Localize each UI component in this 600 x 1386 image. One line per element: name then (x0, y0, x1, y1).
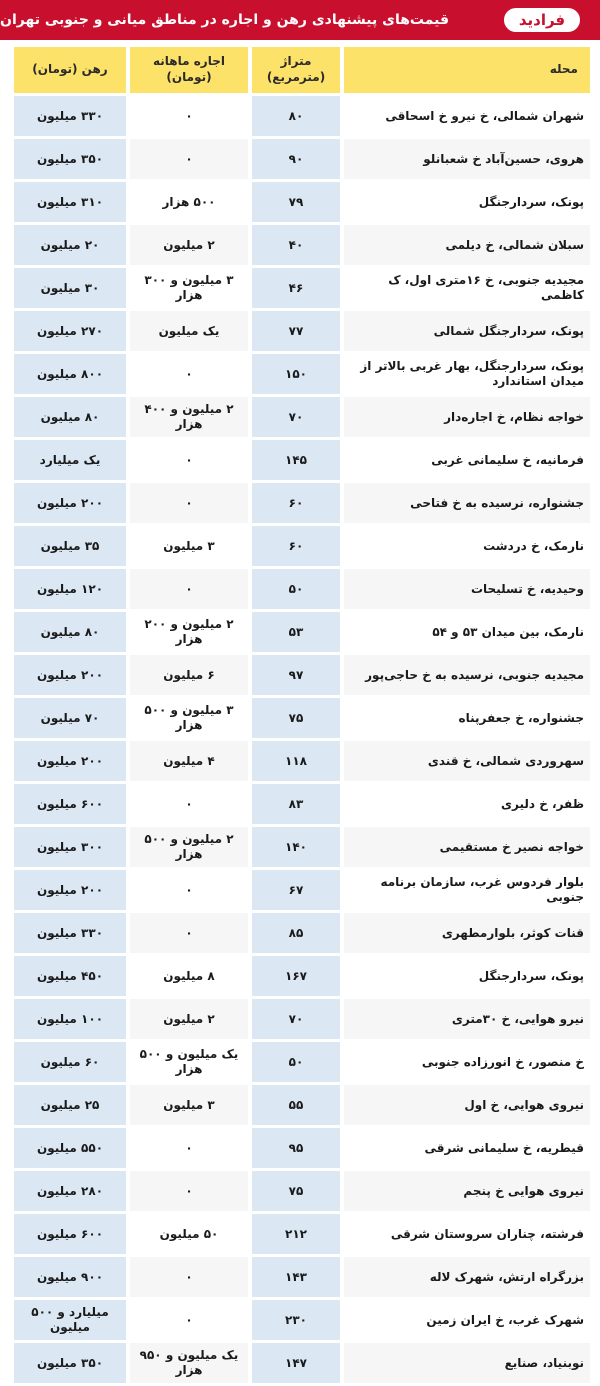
cell-deposit: ۶۰ میلیون (10, 1042, 126, 1082)
cell-rent: ۰ (126, 440, 248, 480)
cell-area: سبلان شمالی، خ دیلمی (340, 225, 590, 265)
cell-area: پونک، سردارجنگل (340, 956, 590, 996)
cell-deposit: ۲۰ میلیون (10, 225, 126, 265)
table-row (10, 913, 590, 953)
cell-size: ۷۷ (248, 311, 340, 351)
cell-area: پونک، سردارجنگل شمالی (340, 311, 590, 351)
cell-rent: ۲ میلیون و ۲۰۰ هزار (126, 612, 248, 652)
cell-deposit: ۱۲۰ میلیون (10, 569, 126, 609)
table-body (10, 96, 590, 1383)
cell-deposit: ۳۵ میلیون (10, 526, 126, 566)
cell-size: ۱۶۷ (248, 956, 340, 996)
table-row (10, 96, 590, 136)
cell-rent: ۰ (126, 1171, 248, 1211)
cell-rent: ۶ میلیون (126, 655, 248, 695)
table-row (10, 397, 590, 437)
cell-rent: ۵۰ میلیون (126, 1214, 248, 1254)
table-row (10, 139, 590, 179)
cell-rent: ۰ (126, 870, 248, 910)
table-row (10, 612, 590, 652)
cell-size: ۱۵۰ (248, 354, 340, 394)
cell-rent: ۰ (126, 784, 248, 824)
cell-rent: یک میلیون (126, 311, 248, 351)
col-header-deposit: رهن (تومان) (10, 47, 126, 93)
cell-area: مجیدیه جنوبی، خ ۱۶متری اول، ک کاظمی (340, 268, 590, 308)
cell-area: قنات کوثر، بلوارمطهری (340, 913, 590, 953)
cell-rent: ۲ میلیون (126, 225, 248, 265)
cell-deposit: ۸۰ میلیون (10, 397, 126, 437)
table-row (10, 182, 590, 222)
cell-size: ۸۳ (248, 784, 340, 824)
table-row (10, 483, 590, 523)
cell-deposit: ۳۱۰ میلیون (10, 182, 126, 222)
col-header-rent: اجاره ماهانه (تومان) (126, 47, 248, 93)
cell-area: نیروی هوایی خ پنجم (340, 1171, 590, 1211)
cell-area: خواجه نصیر خ مستقیمی (340, 827, 590, 867)
cell-rent: ۳ میلیون و ۵۰۰ هزار (126, 698, 248, 738)
cell-area: پونک، سردارجنگل (340, 182, 590, 222)
table-row (10, 784, 590, 824)
cell-area: سهروردی شمالی، خ قندی (340, 741, 590, 781)
table-row (10, 956, 590, 996)
col-header-size: متراژ (مترمربع) (248, 47, 340, 93)
cell-area: هروی، حسین‌آباد خ شعبانلو (340, 139, 590, 179)
cell-rent: ۰ (126, 569, 248, 609)
cell-size: ۷۰ (248, 397, 340, 437)
cell-size: ۷۹ (248, 182, 340, 222)
table-row (10, 999, 590, 1039)
table-row (10, 1128, 590, 1168)
rent-table (10, 44, 590, 1386)
cell-deposit: ۲۸۰ میلیون (10, 1171, 126, 1211)
cell-size: ۹۵ (248, 1128, 340, 1168)
table-row (10, 1085, 590, 1125)
cell-rent: ۲ میلیون (126, 999, 248, 1039)
table-row (10, 440, 590, 480)
cell-deposit: ۱۰۰ میلیون (10, 999, 126, 1039)
cell-size: ۵۵ (248, 1085, 340, 1125)
cell-size: ۷۵ (248, 1171, 340, 1211)
cell-area: بلوار فردوس غرب، سازمان برنامه جنوبی (340, 870, 590, 910)
cell-deposit: میلیارد و ۵۰۰ میلیون (10, 1300, 126, 1340)
cell-size: ۷۵ (248, 698, 340, 738)
cell-deposit: ۲۰۰ میلیون (10, 870, 126, 910)
table-row (10, 1171, 590, 1211)
table-row (10, 827, 590, 867)
cell-deposit: ۸۰۰ میلیون (10, 354, 126, 394)
cell-area: فرمانیه، خ سلیمانی غربی (340, 440, 590, 480)
table-row (10, 1042, 590, 1082)
cell-size: ۱۴۷ (248, 1343, 340, 1383)
cell-deposit: ۳۳۰ میلیون (10, 913, 126, 953)
cell-rent: ۰ (126, 483, 248, 523)
cell-area: نارمک، بین میدان ۵۳ و ۵۴ (340, 612, 590, 652)
cell-area: شهران شمالی، خ نیرو خ اسحاقی (340, 96, 590, 136)
cell-rent: ۰ (126, 1128, 248, 1168)
table-row (10, 311, 590, 351)
cell-area: بزرگراه ارتش، شهرک لاله (340, 1257, 590, 1297)
cell-deposit: ۴۵۰ میلیون (10, 956, 126, 996)
cell-deposit: یک میلیارد (10, 440, 126, 480)
cell-deposit: ۶۰۰ میلیون (10, 1214, 126, 1254)
table-row (10, 1343, 590, 1383)
cell-size: ۶۷ (248, 870, 340, 910)
cell-size: ۱۴۰ (248, 827, 340, 867)
cell-size: ۹۰ (248, 139, 340, 179)
cell-deposit: ۲۰۰ میلیون (10, 483, 126, 523)
cell-area: نیروی هوایی، خ اول (340, 1085, 590, 1125)
cell-rent: ۰ (126, 1300, 248, 1340)
cell-size: ۶۰ (248, 526, 340, 566)
cell-deposit: ۳۰ میلیون (10, 268, 126, 308)
table-header-row (10, 47, 590, 93)
cell-area: نیرو هوایی، خ ۳۰متری (340, 999, 590, 1039)
cell-rent: یک میلیون و ۵۰۰ هزار (126, 1042, 248, 1082)
cell-size: ۴۰ (248, 225, 340, 265)
cell-area: خ منصور، خ انورزاده جنوبی (340, 1042, 590, 1082)
table-row (10, 655, 590, 695)
cell-area: جشنواره، خ جعفرپناه (340, 698, 590, 738)
table-row (10, 1257, 590, 1297)
cell-rent: ۳ میلیون (126, 526, 248, 566)
cell-size: ۵۰ (248, 569, 340, 609)
table-row (10, 741, 590, 781)
cell-deposit: ۷۰ میلیون (10, 698, 126, 738)
table-row (10, 569, 590, 609)
cell-size: ۱۴۵ (248, 440, 340, 480)
cell-area: نوبنیاد، صنایع (340, 1343, 590, 1383)
cell-rent: ۰ (126, 354, 248, 394)
cell-rent: ۳ میلیون (126, 1085, 248, 1125)
table-row (10, 268, 590, 308)
site-logo[interactable]: فرادید (502, 6, 582, 34)
cell-area: مجیدیه جنوبی، نرسیده به خ حاجی‌پور (340, 655, 590, 695)
cell-rent: ۰ (126, 913, 248, 953)
col-header-area: محله (340, 47, 590, 93)
cell-size: ۲۳۰ (248, 1300, 340, 1340)
table-row (10, 354, 590, 394)
table-row (10, 1214, 590, 1254)
cell-rent: ۴ میلیون (126, 741, 248, 781)
cell-size: ۸۵ (248, 913, 340, 953)
cell-area: وحیدیه، خ تسلیحات (340, 569, 590, 609)
cell-size: ۹۷ (248, 655, 340, 695)
cell-size: ۱۱۸ (248, 741, 340, 781)
cell-deposit: ۲۰۰ میلیون (10, 655, 126, 695)
cell-area: فرشته، چناران سروستان شرقی (340, 1214, 590, 1254)
cell-size: ۱۴۳ (248, 1257, 340, 1297)
cell-rent: ۵۰۰ هزار (126, 182, 248, 222)
cell-deposit: ۲۷۰ میلیون (10, 311, 126, 351)
table-row (10, 526, 590, 566)
cell-rent: ۲ میلیون و ۴۰۰ هزار (126, 397, 248, 437)
cell-size: ۵۰ (248, 1042, 340, 1082)
cell-rent: ۰ (126, 96, 248, 136)
cell-deposit: ۳۳۰ میلیون (10, 96, 126, 136)
cell-area: پونک، سردارجنگل، بهار غربی بالاتر از میدان استاندارد (340, 354, 590, 394)
cell-rent: یک میلیون و ۹۵۰ هزار (126, 1343, 248, 1383)
cell-size: ۶۰ (248, 483, 340, 523)
cell-rent: ۸ میلیون (126, 956, 248, 996)
cell-deposit: ۲۵ میلیون (10, 1085, 126, 1125)
cell-deposit: ۶۰۰ میلیون (10, 784, 126, 824)
cell-rent: ۰ (126, 139, 248, 179)
cell-area: قیطریه، خ سلیمانی شرقی (340, 1128, 590, 1168)
table-row (10, 870, 590, 910)
cell-size: ۸۰ (248, 96, 340, 136)
cell-rent: ۳ میلیون و ۳۰۰ هزار (126, 268, 248, 308)
cell-rent: ۲ میلیون و ۵۰۰ هزار (126, 827, 248, 867)
cell-size: ۲۱۲ (248, 1214, 340, 1254)
cell-area: نارمک، خ دردشت (340, 526, 590, 566)
cell-deposit: ۵۵۰ میلیون (10, 1128, 126, 1168)
cell-area: جشنواره، نرسیده به خ فتاحی (340, 483, 590, 523)
cell-deposit: ۹۰۰ میلیون (10, 1257, 126, 1297)
cell-area: شهرک غرب، خ ایران زمین (340, 1300, 590, 1340)
cell-deposit: ۲۰۰ میلیون (10, 741, 126, 781)
cell-deposit: ۳۵۰ میلیون (10, 1343, 126, 1383)
page-title: قیمت‌های پیشنهادی رهن و اجاره در مناطق میانی و جنوبی تهران (0, 12, 450, 28)
cell-area: خواجه نظام، خ اجاره‌دار (340, 397, 590, 437)
table-row (10, 1300, 590, 1340)
cell-area: ظفر، خ دلیری (340, 784, 590, 824)
cell-size: ۵۳ (248, 612, 340, 652)
cell-deposit: ۳۰۰ میلیون (10, 827, 126, 867)
table-row (10, 698, 590, 738)
cell-size: ۷۰ (248, 999, 340, 1039)
cell-size: ۴۶ (248, 268, 340, 308)
cell-deposit: ۸۰ میلیون (10, 612, 126, 652)
cell-rent: ۰ (126, 1257, 248, 1297)
table-row (10, 225, 590, 265)
cell-deposit: ۳۵۰ میلیون (10, 139, 126, 179)
